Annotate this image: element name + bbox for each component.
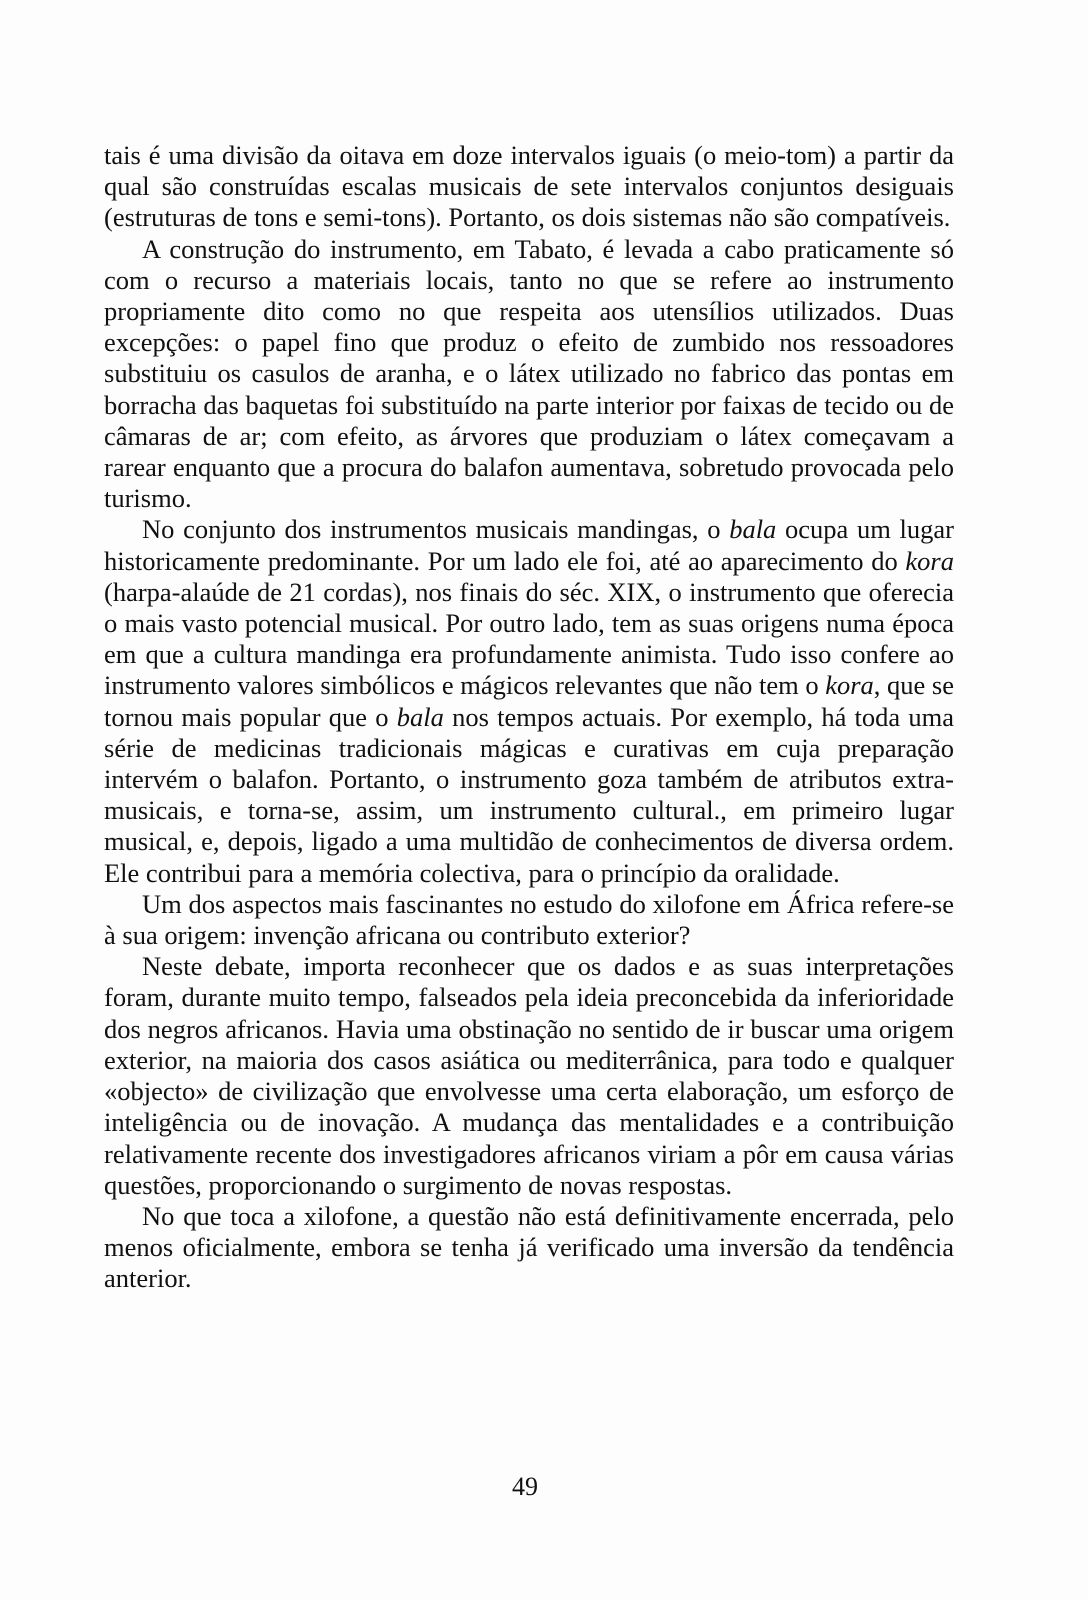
paragraph-text: nos tempos actuais. Por exemplo, há toda uma série de medicinas tradicionais mágicas e curativas em cuja preparação intervém o balafon. Portanto, o instrumento goza também de atributos extra-musicais, e torna-se, assim, um instrumento cultural., em primeiro lugar musical, e, depois, ligado a uma multidão de conhecimentos de diversa ordem. Ele contribui para a memória colectiva, para o princípio da oralidade. xyxy=(104,701,955,888)
paragraph-text: No que toca a xilofone, a questão não está definitivamente encerrada, pelo menos oficialmente, embora se tenha já verificado uma inversão da tendência anterior. xyxy=(104,1200,954,1294)
paragraph-text: tais é uma divisão da oitava em doze intervalos iguais (o meio-tom) a partir da qual são construídas escalas musicais de sete intervalos conjuntos desiguais (estruturas de tons e semi-tons). Portanto, os dois sistemas não são compatíveis. xyxy=(104,140,954,233)
italic-term: kora xyxy=(825,670,874,701)
paragraph-text: Um dos aspectos mais fascinantes no estudo do xilofone em África refere-se à sua origem: invenção africana ou contributo exterior? xyxy=(104,888,954,951)
paragraph-1 xyxy=(104,140,954,234)
paragraph-3 xyxy=(104,514,954,888)
paragraph-text: Neste debate, importa reconhecer que os dados e as suas interpretações foram, durante muito tempo, falseados pela ideia preconcebida da inferioridade dos negros africanos. Havia uma obstinação no sentido de ir buscar uma origem exterior, na maioria dos casos asiática ou mediterrânica, para todo e qualquer «objecto» de civilização que envolvesse uma certa elaboração, um esforço de inteligência ou de inovação. A mudança das mentalidades e a contribuição relativamente recente dos investigadores africanos viriam a pôr em causa várias questões, proporcionando o surgimento de novas respostas. xyxy=(104,951,954,1200)
paragraph-2 xyxy=(104,234,954,515)
page-number: 49 xyxy=(512,1472,538,1501)
italic-term: kora xyxy=(905,545,954,576)
paragraph-4 xyxy=(104,889,954,951)
paragraph-6 xyxy=(104,1201,954,1295)
paragraph-text: No conjunto dos instrumentos musicais mandingas, o xyxy=(142,514,730,545)
italic-term: bala xyxy=(729,514,777,545)
body-text xyxy=(104,140,954,1295)
paragraph-text: , que se tornou mais popular que o xyxy=(104,670,955,732)
paragraph-text: A construção do instrumento, em Tabato, é levada a cabo praticamente só com o recurso a materiais locais, tanto no que se refere ao instrumento propriamente dito como no que respeita aos utensílios utilizados. Duas excepções: o papel fino que produz o efeito de zumbido nos ressoadores substituiu os casulos de aranha, e o látex utilizado no fabrico das pontas em borracha das baquetas foi substituído na parte interior por faixas de tecido ou de câmaras de ar; com efeito, as árvores que produziam o látex começavam a rarear enquanto que a procura do balafon aumentava, sobretudo provocada pelo turismo. xyxy=(104,233,954,514)
paragraph-text: ocupa um lugar historicamente predominante. Por um lado ele foi, até ao aparecimento do xyxy=(104,514,954,576)
paragraph-text: (harpa-alaúde de 21 cordas), nos finais do séc. XIX, o instrumento que oferecia o mais vasto potencial musical. Por outro lado, tem as suas origens numa época em que a cultura mandinga era profundamente animista. Tudo isso confere ao instrumento valores simbólicos e mágicos relevantes que não tem o xyxy=(104,576,954,701)
paragraph-5 xyxy=(104,951,954,1201)
italic-term: bala xyxy=(396,701,444,732)
